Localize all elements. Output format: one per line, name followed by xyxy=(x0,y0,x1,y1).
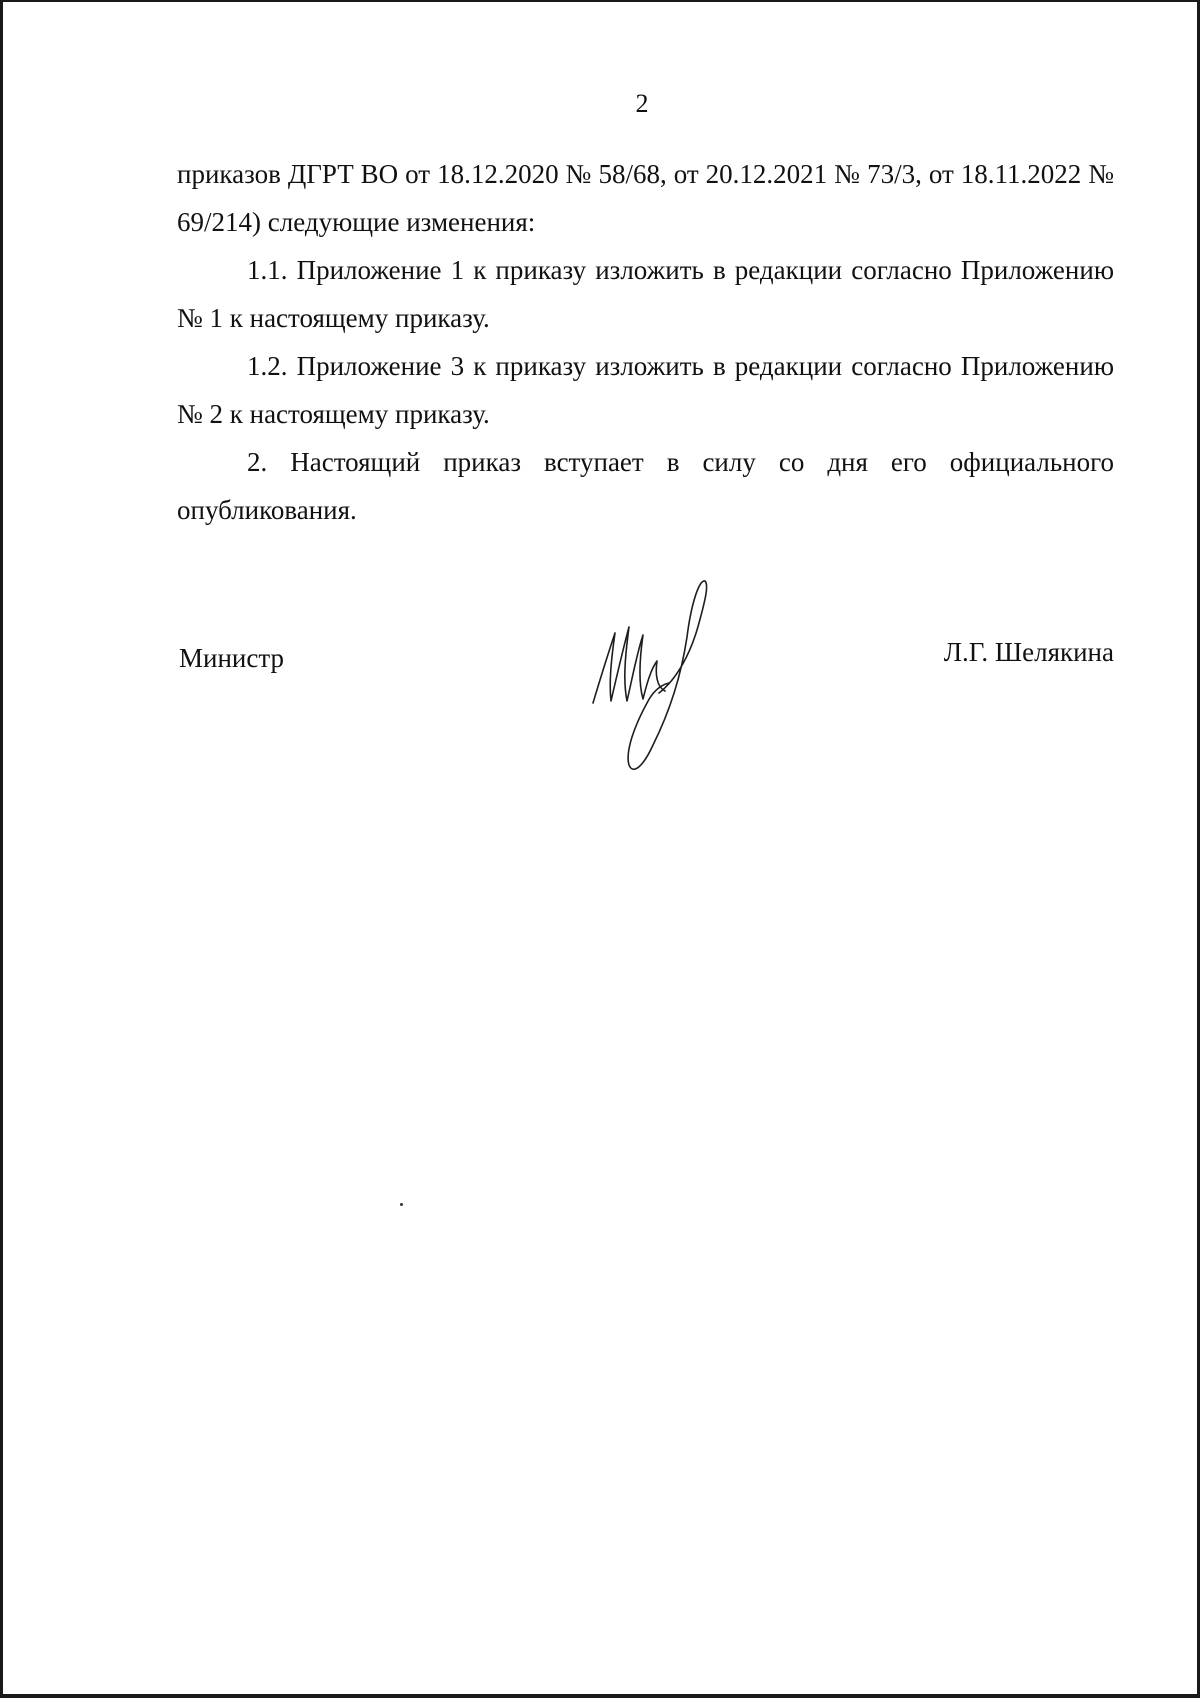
document-body xyxy=(177,150,1114,534)
handwritten-signature xyxy=(587,575,727,775)
paragraph-clause-1-2: 1.2. Приложение 3 к приказу изложить в редакции согласно Приложению № 2 к настоящему приказу. xyxy=(177,351,1114,429)
page-number: 2 xyxy=(635,89,649,118)
scan-speck xyxy=(400,1203,403,1206)
signer-position: Министр xyxy=(179,643,284,673)
signature-block xyxy=(177,630,1114,780)
paragraph-continuation: приказов ДГРТ ВО от 18.12.2020 № 58/68, от 20.12.2021 № 73/3, от 18.11.2022 № 69/214) следующие изменения: xyxy=(177,159,1114,237)
paragraph-clause-1-1: 1.1. Приложение 1 к приказу изложить в редакции согласно Приложению № 1 к настоящему приказу. xyxy=(177,255,1114,333)
paragraph-clause-2: 2. Настоящий приказ вступает в силу со дня его официального опубликования. xyxy=(177,447,1114,525)
signer-name: Л.Г. Шелякина xyxy=(943,637,1114,667)
